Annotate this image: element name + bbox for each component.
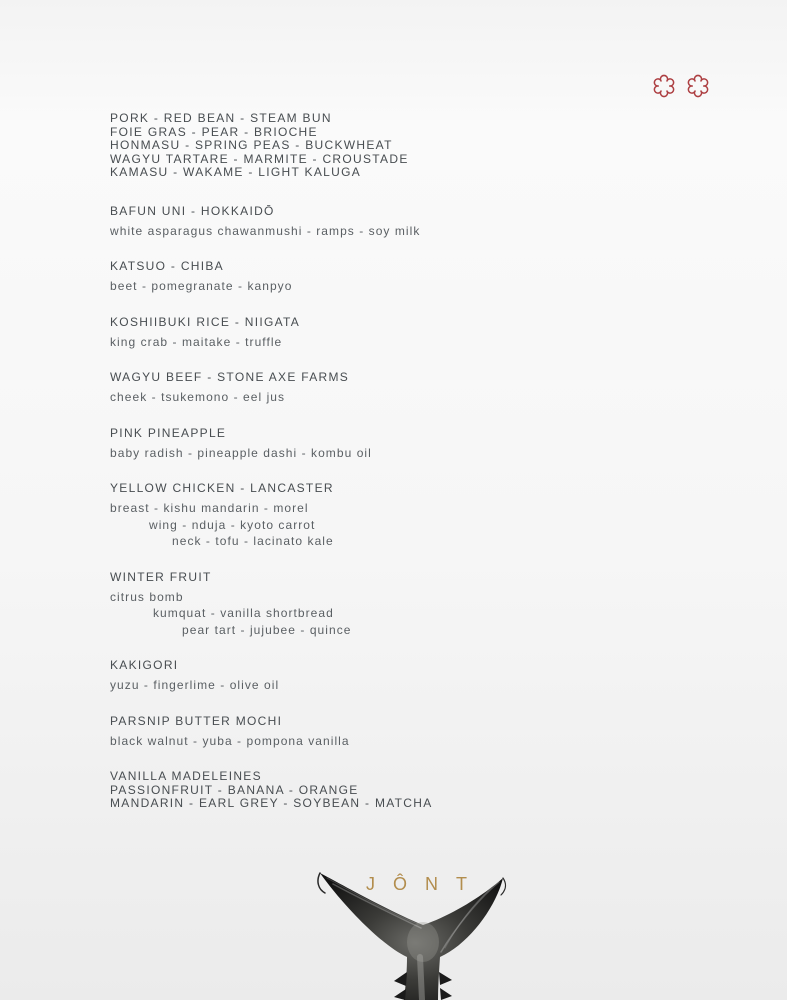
course-title-line: KOSHIIBUKI RICE - NIIGATA — [110, 314, 301, 329]
logo-text: JÔNT — [366, 874, 485, 894]
course-description — [110, 278, 433, 295]
course-title-line: WAGYU BEEF - STONE AXE FARMS — [110, 370, 350, 384]
course-desc-line: beet - pomegranate - kanpyo — [110, 279, 293, 293]
course-title-line: WINTER FRUIT — [110, 569, 212, 584]
course-desc-line: breast - kishu mandarin - morel — [110, 501, 309, 515]
course — [110, 715, 433, 750]
course-desc-line: cheek - tsukemono - eel jus — [110, 390, 286, 404]
course-desc-line: white asparagus chawanmushi - ramps - soy milk — [110, 223, 421, 238]
course — [110, 659, 433, 694]
course-description — [110, 500, 433, 550]
course-title-line: PINK PINEAPPLE — [110, 425, 227, 440]
course-title-line: WAGYU TARTARE - MARMITE - CROUSTADE — [110, 151, 409, 166]
course-title-line: VANILLA MADELEINES — [110, 769, 262, 783]
course-title-line: KAMASU - WAKAME - LIGHT KALUGA — [110, 165, 362, 179]
course — [110, 112, 433, 180]
course-title-line: YELLOW CHICKEN - LANCASTER — [110, 481, 334, 495]
course-title-line: MANDARIN - EARL GREY - SOYBEAN - MATCHA — [110, 796, 433, 810]
michelin-star-icon — [684, 72, 712, 100]
course-description — [110, 677, 433, 694]
course-desc-line: baby radish - pineapple dashi - kombu oil — [110, 445, 372, 460]
course — [110, 571, 433, 639]
course-desc-line: neck - tofu - lacinato kale — [172, 534, 334, 548]
course-desc-line: pear tart - jujubee - quince — [182, 622, 352, 637]
tuna-tail-illustration — [303, 862, 523, 1000]
course — [110, 770, 433, 811]
course — [110, 260, 433, 295]
course-desc-line: king crab - maitake - truffle — [110, 334, 283, 349]
course-desc-line: wing - nduja - kyoto carrot — [149, 517, 316, 532]
menu-list — [110, 112, 433, 832]
course — [110, 205, 433, 240]
course-description — [110, 445, 433, 462]
course-title-line: KAKIGORI — [110, 658, 179, 672]
course-desc-line: citrus bomb — [110, 589, 184, 604]
course-description — [110, 589, 433, 639]
course-desc-line: yuzu - fingerlime - olive oil — [110, 678, 280, 692]
course-title-line: FOIE GRAS - PEAR - BRIOCHE — [110, 124, 318, 139]
course-title-line: PASSIONFRUIT - BANANA - ORANGE — [110, 782, 359, 797]
course-title-line: PARSNIP BUTTER MOCHI — [110, 713, 283, 728]
course-title-line: BAFUN UNI - HOKKAIDŌ — [110, 203, 275, 218]
course-description — [110, 223, 433, 240]
course — [110, 371, 433, 406]
course — [110, 316, 433, 351]
course-title-line: PORK - RED BEAN - STEAM BUN — [110, 111, 332, 125]
course-description — [110, 389, 433, 406]
michelin-stars — [650, 72, 712, 100]
course — [110, 482, 433, 550]
course-description — [110, 334, 433, 351]
course-title-line: HONMASU - SPRING PEAS - BUCKWHEAT — [110, 138, 393, 152]
course-title-line: KATSUO - CHIBA — [110, 259, 224, 273]
course-desc-line: kumquat - vanilla shortbread — [153, 606, 334, 620]
course — [110, 427, 433, 462]
course-desc-line: black walnut - yuba - pompona vanilla — [110, 733, 350, 748]
course-description — [110, 733, 433, 750]
michelin-star-icon — [650, 72, 678, 100]
